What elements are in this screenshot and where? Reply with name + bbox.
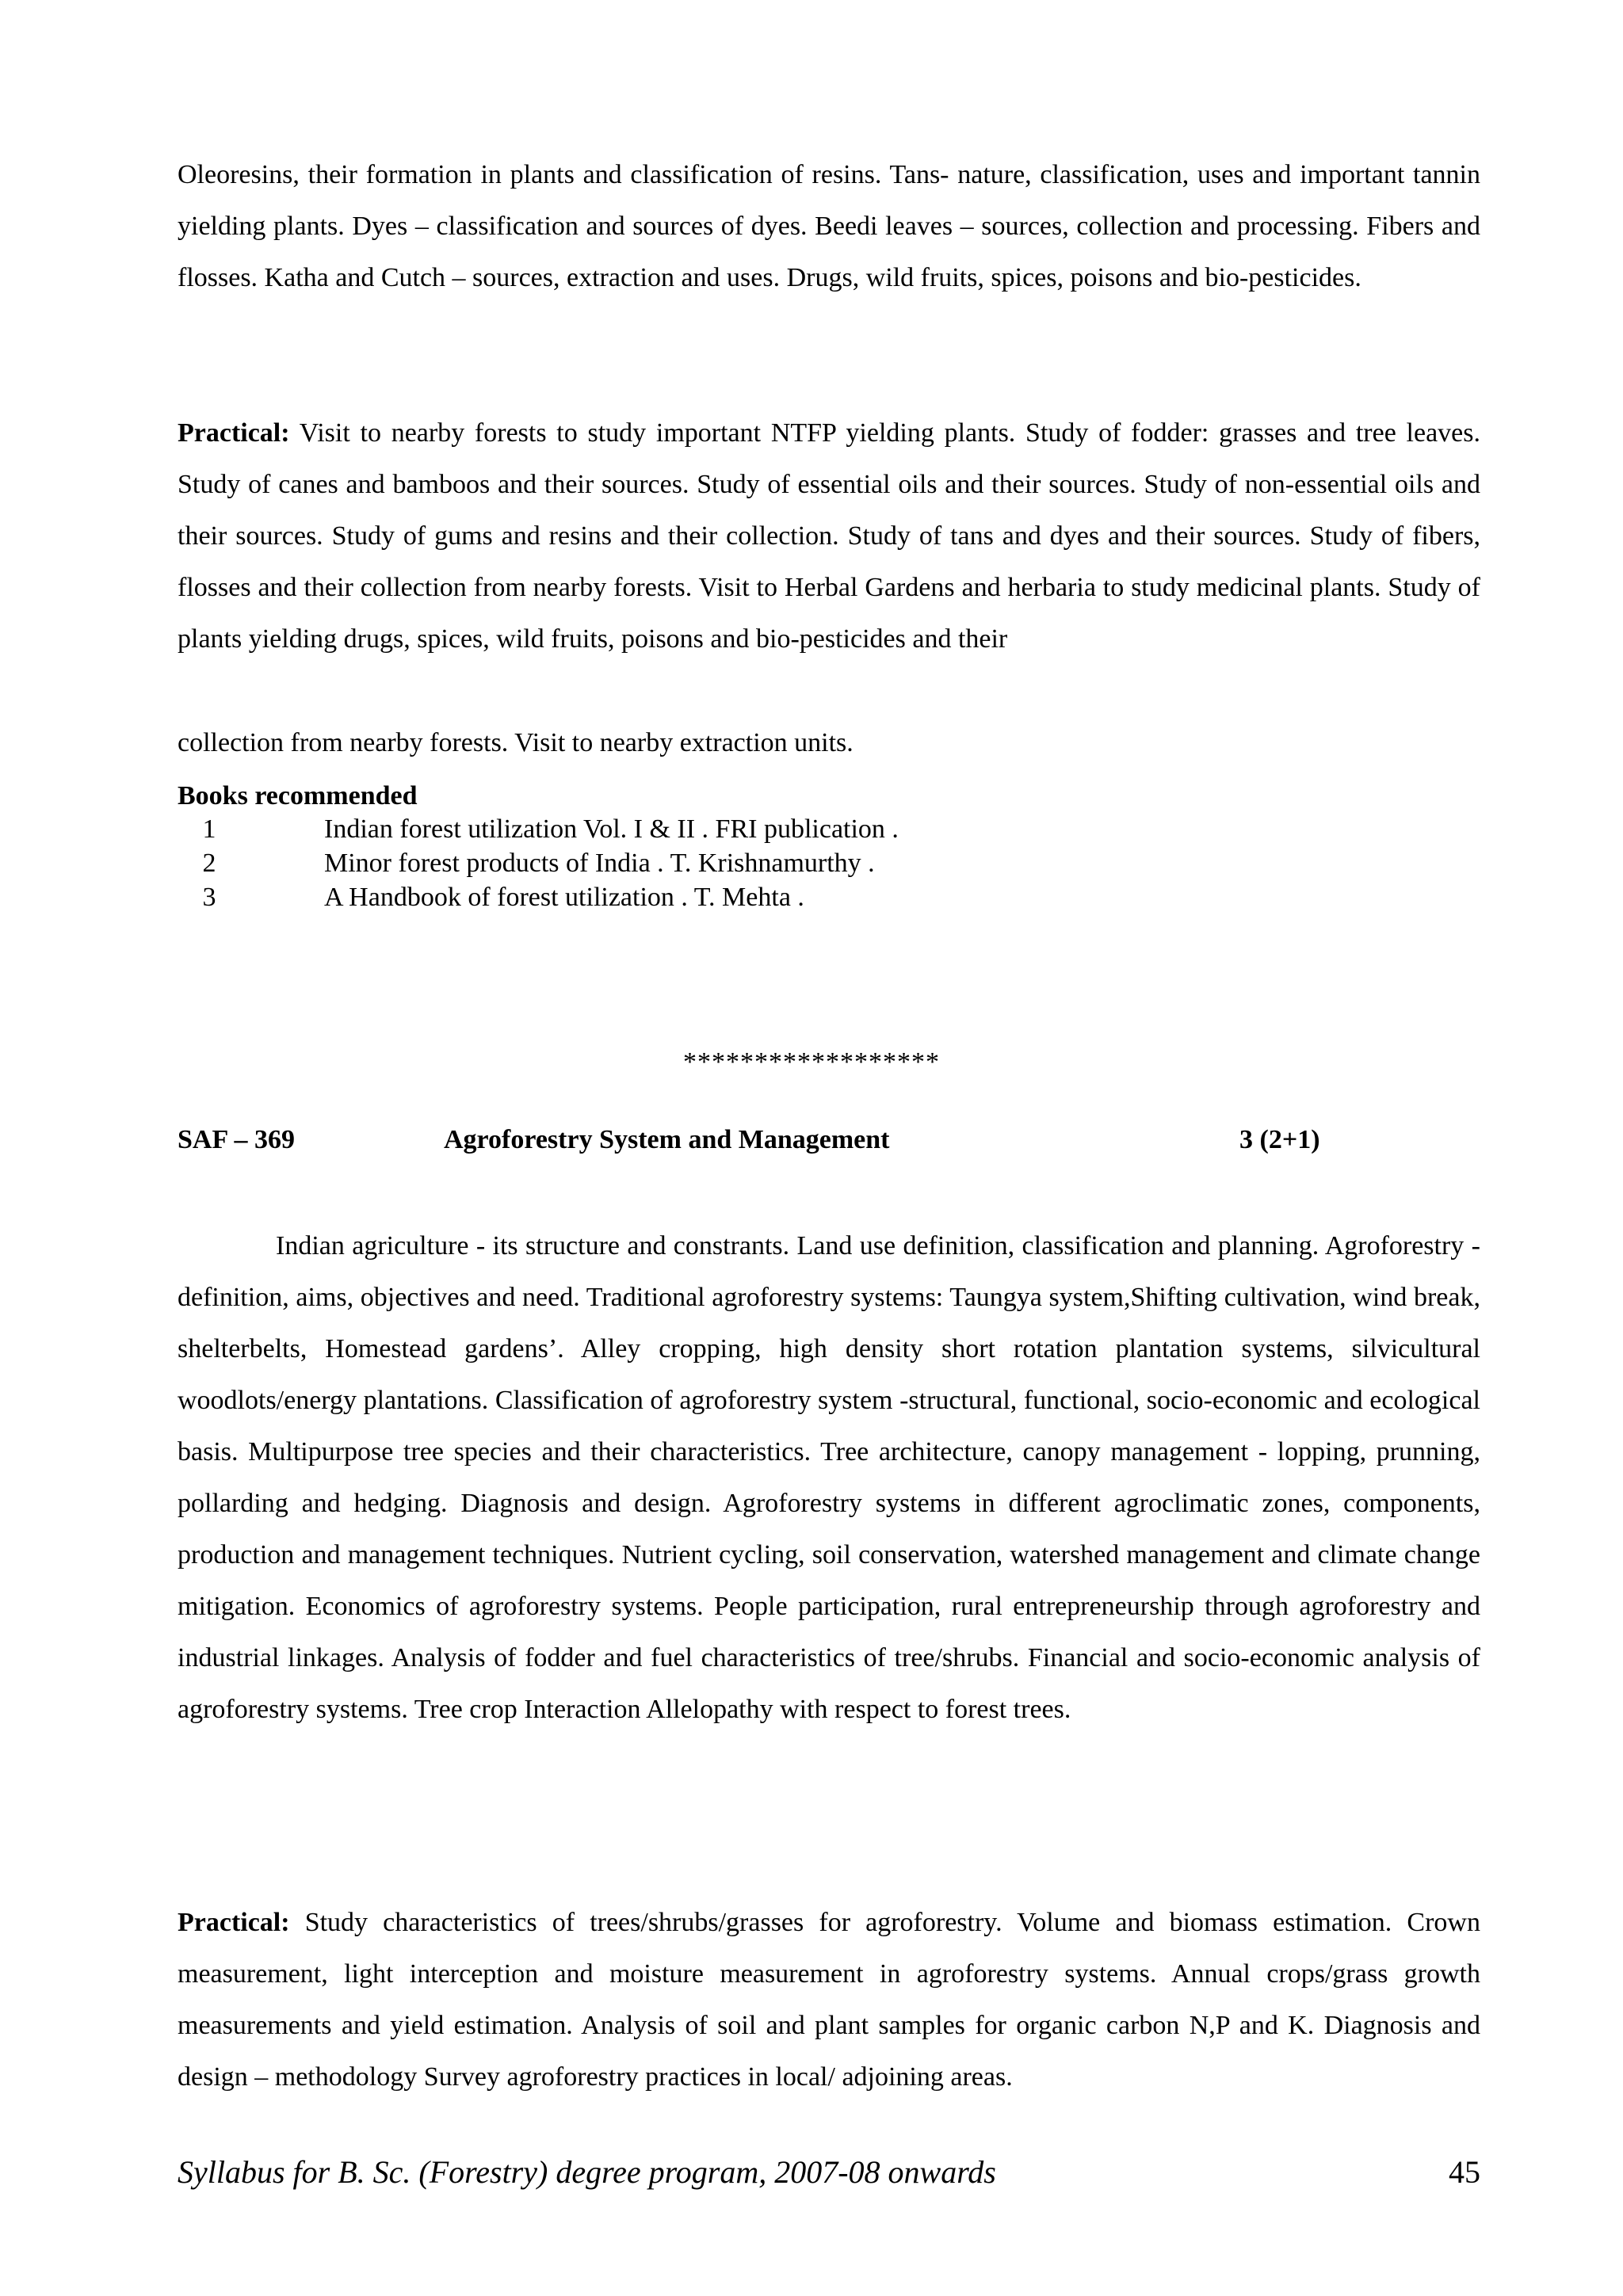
course-description-text: Indian agriculture - its structure and constrants. Land use definition, classification and planning. Agroforestry - definition, aims, objectives and need. Traditional agroforestry systems: Taungya system,Shifting cultivation, wind break, shelterbelts, Homestead gardens’. Alley cropping, high density short rotation plantation systems, silvicultural woodlots/energy plantations. Classification of agroforestry system -structural, functional, socio-economic and ecological basis. Multipurpose tree species and their characteristics. Tree architecture, canopy management - lopping, prunning, pollarding and hedging. Diagnosis and design. Agroforestry systems in different agroclimatic zones, components, production and management techniques. Nutrient cycling, soil conservation, watershed management and climate change mitigation. Economics of agroforestry systems. People participation, rural entrepreneurship through agroforestry and industrial linkages. Analysis of fodder and fuel characteristics of tree/shrubs. Financial and socio-economic analysis of agroforestry systems. Tree crop Interaction Allelopathy with respect to forest trees. <box>178 1231 1480 1724</box>
book-number: 2 <box>202 849 216 878</box>
practical-section-1 <box>178 407 1480 665</box>
books-recommended-heading: Books recommended <box>178 781 418 810</box>
practical-1-continuation-text: collection from nearby forests. Visit to nearby extraction units. <box>178 728 854 757</box>
book-number: 1 <box>202 814 216 844</box>
course-description <box>178 1220 1480 1735</box>
course-title: Agroforestry System and Management <box>444 1125 890 1154</box>
practical-1-continuation <box>178 717 1480 769</box>
practical-2-paragraph <box>178 1897 1480 2103</box>
practical-1-label: Practical: <box>178 418 290 448</box>
intro-paragraph <box>178 149 1480 303</box>
book-title: Indian forest utilization Vol. I & II . FRI publication . <box>324 814 899 844</box>
section-separator: ****************** <box>683 1047 940 1077</box>
practical-1-paragraph <box>178 407 1480 665</box>
practical-1-text: Visit to nearby forests to study important NTFP yielding plants. Study of fodder: grasses and tree leaves. Study of canes and bamboos and their sources. Study of essential oils and their sources. Study of non-essential oils and their sources. Study of gums and resins and their collection. Study of tans and dyes and their sources. Study of fibers, flosses and their collection from nearby forests. Visit to Herbal Gardens and herbaria to study medicinal plants. Study of plants yielding drugs, spices, wild fruits, poisons and bio-pesticides and their <box>178 418 1480 654</box>
practical-2-text: Study characteristics of trees/shrubs/grasses for agroforestry. Volume and biomass estimation. Crown measurement, light interception and moisture measurement in agroforestry systems. Annual crops/grass growth measurements and yield estimation. Analysis of soil and plant samples for organic carbon N,P and K. Diagnosis and design – methodology Survey agroforestry practices in local/ adjoining areas. <box>178 1908 1480 2092</box>
course-code: SAF – 369 <box>178 1125 295 1154</box>
practical-section-2 <box>178 1897 1480 2103</box>
course-header <box>178 1123 1480 1157</box>
book-number: 3 <box>202 883 216 912</box>
footer-title: Syllabus for B. Sc. (Forestry) degree program, 2007-08 onwards <box>178 2154 996 2190</box>
course-description-paragraph <box>178 1220 1480 1735</box>
practical-2-label: Practical: <box>178 1908 290 1937</box>
page-footer <box>178 2153 1480 2193</box>
page-number: 45 <box>1449 2154 1480 2190</box>
book-title: A Handbook of forest utilization . T. Mehta . <box>324 883 804 912</box>
intro-paragraph-text: Oleoresins, their formation in plants and classification of resins. Tans- nature, classification, uses and important tannin yielding plants. Dyes – classification and sources of dyes. Beedi leaves – sources, collection and processing. Fibers and flosses. Katha and Cutch – sources, extraction and uses. Drugs, wild fruits, spices, poisons and bio-pesticides. <box>178 160 1480 292</box>
book-title: Minor forest products of India . T. Krishnamurthy . <box>324 849 875 878</box>
course-credits: 3 (2+1) <box>1239 1125 1320 1154</box>
